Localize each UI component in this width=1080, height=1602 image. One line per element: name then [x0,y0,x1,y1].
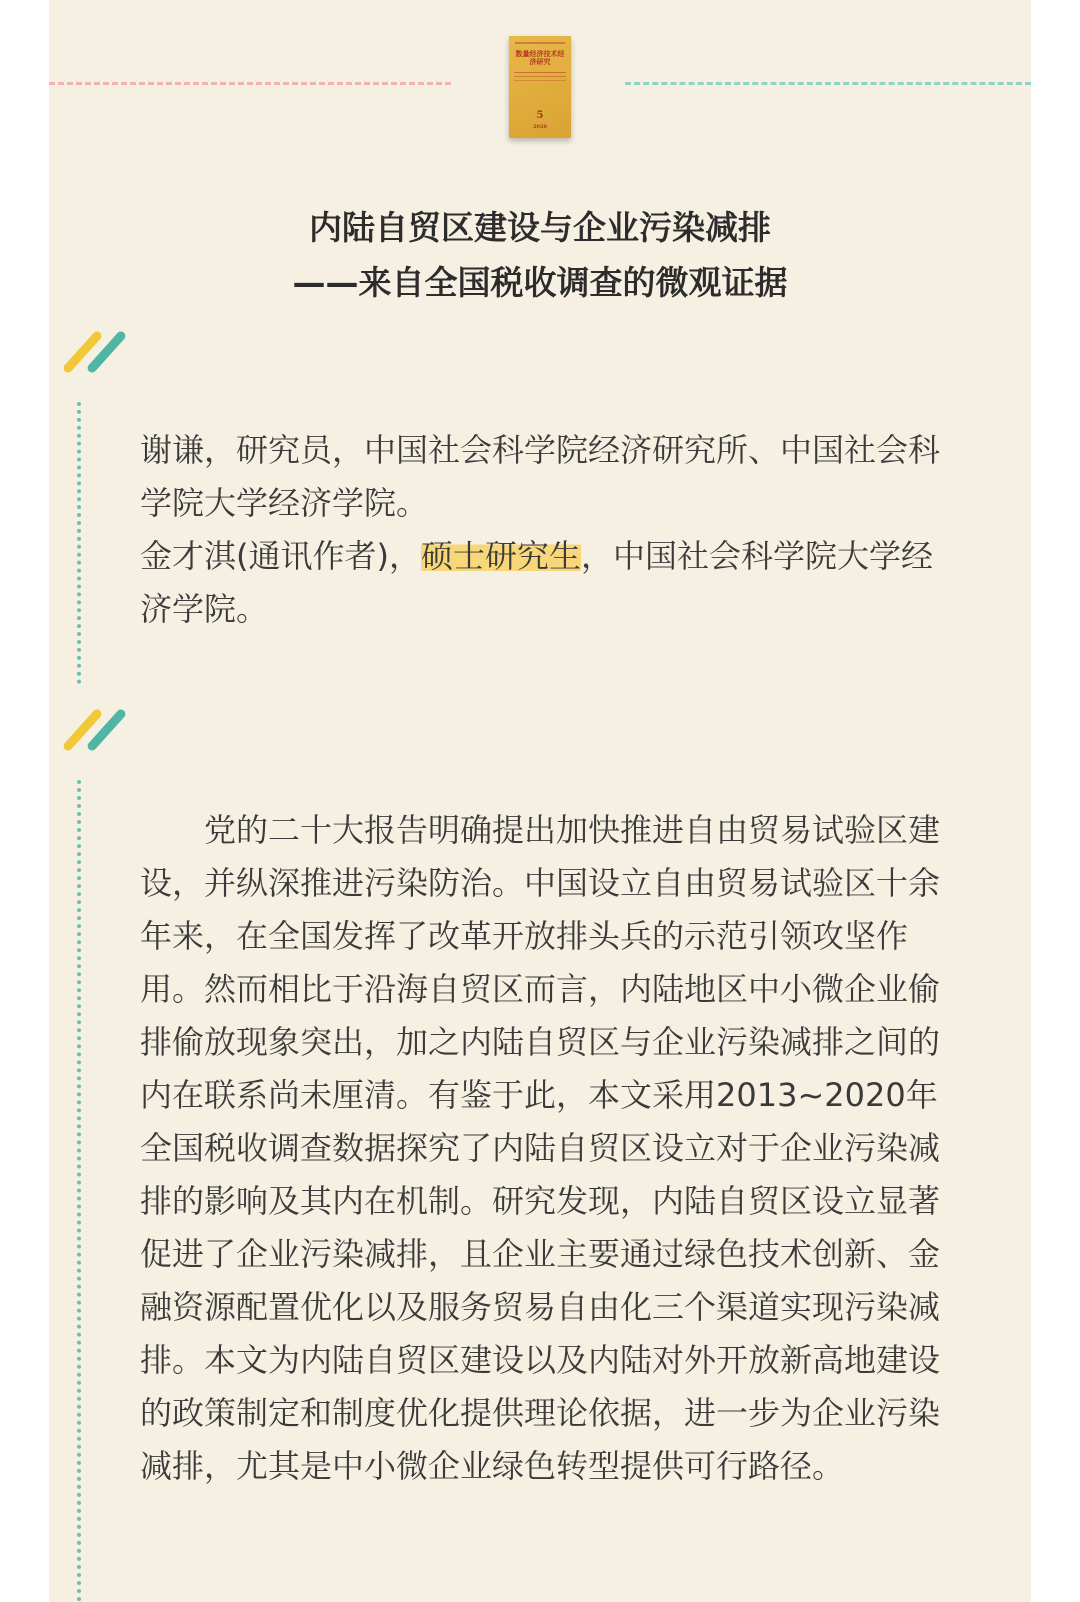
cover-top-line [515,42,565,44]
highlighted-degree: 硕士研究生 [420,537,581,575]
journal-cover-image [509,36,571,138]
author-info [140,424,956,636]
abstract-paragraph: 党的二十大报告明确提出加快推进自由贸易试验区建设，并纵深推进污染防治。中国设立自由贸易试验区十余年来，在全国发挥了改革开放排头兵的示范引领攻坚作用。然而相比于沿海自贸区而言，内陆地区中小微企业偷排偷放现象突出，加之内陆自贸区与企业污染减排之间的内在联系尚未厘清。有鉴于此，本文采用2013~2020年全国税收调查数据探究了内陆自贸区设立对于企业污染减排的影响及其内在机制。研究发现，内陆自贸区设立显著促进了企业污染减排，且企业主要通过绿色技术创新、金融资源配置优化以及服务贸易自由化三个渠道实现污染减排。本文为内陆自贸区建设以及内陆对外开放新高地建设的政策制定和制度优化提供理论依据，进一步为企业污染减排，尤其是中小微企业绿色转型提供可行路径。 [140,811,941,1485]
author-2-affiliation: ，中国社会科学院大学经济学院。 [140,537,934,628]
article-subtitle: ——来自全国税收调查的微观证据 [292,263,788,302]
author-2-name: 金才淇(通讯作者)， [140,537,421,575]
section-dotted-rule [77,402,81,684]
cover-rule [514,72,566,73]
header-dashed-line-left [49,82,451,85]
cover-year: 2020 [533,124,547,130]
author-2 [140,530,956,636]
cover-rule [514,76,566,77]
article-title [49,200,1031,310]
double-slash-icon [58,328,128,376]
cover-title: 数量经济技术经济研究 [515,49,565,66]
header-dashed-line-right [625,82,1031,85]
article-title-line1: 内陆自贸区建设与企业污染减排 [309,208,771,247]
double-slash-icon [58,706,128,754]
cover-issue-number: 5 [536,110,544,121]
cover-rule [514,80,566,81]
author-1: 谢谦，研究员，中国社会科学院经济研究所、中国社会科学院大学经济学院。 [140,431,941,522]
section-dotted-rule [77,780,81,1602]
